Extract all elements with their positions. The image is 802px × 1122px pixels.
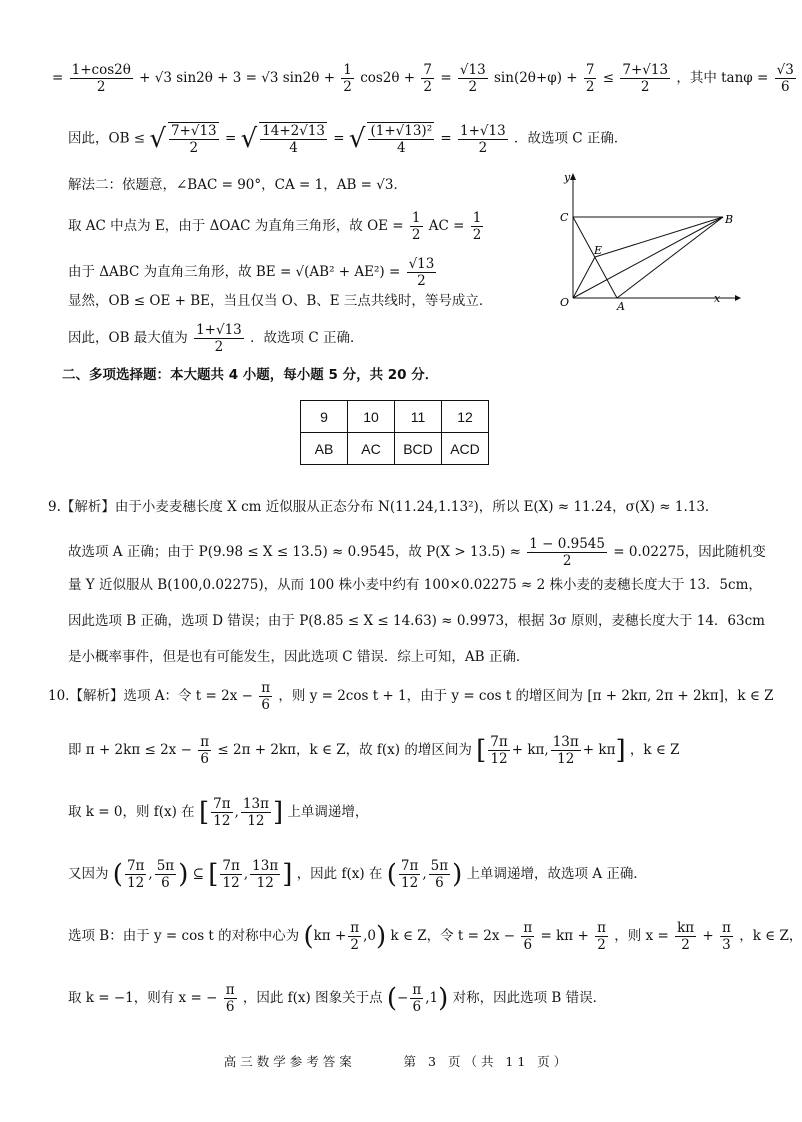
footer-title: 高三数学参考答案 bbox=[223, 1054, 356, 1069]
fraction: $\frac{13\pi}{12}$ bbox=[252, 858, 279, 891]
label-o: O bbox=[560, 296, 570, 309]
fraction: $\frac{\pi}{6}$ bbox=[200, 734, 210, 767]
label-x: x bbox=[714, 292, 721, 305]
fraction: $\frac{\pi}{6}$ bbox=[261, 680, 271, 713]
q9-line-5: 是小概率事件，但是也有可能发生，因此选项 C 错误．综上可知，AB 正确． bbox=[68, 649, 530, 665]
fraction: $\frac{√3}{6}$ bbox=[776, 62, 794, 95]
q9-line-1: 9.【解析】由于小麦麦穗长度 X cm 近似服从正态分布 N(11.24,1.13²)，所以 E(X) ≈ 11.24，σ(X) ≈ 1.13． bbox=[48, 499, 719, 515]
page-footer bbox=[0, 1052, 794, 1070]
method2-line-e2: 由于 ΔABC 为直角三角形，故 BE = √(AB² + AE²) = $\frac{√13}{2}$ bbox=[68, 256, 435, 289]
method2-line-e1: 取 AC 中点为 E，由于 ΔOAC 为直角三角形，故 OE = $\frac{1}{2}$ AC = $\frac{1}{2}$ bbox=[68, 210, 482, 243]
fraction: $\frac{7\pi}{12}$ bbox=[400, 858, 419, 891]
table-row-questions bbox=[301, 401, 489, 433]
method2-line-e4: 因此，OB 最大值为 $\frac{1+√13}{2}$ ．故选项 C 正确． bbox=[68, 322, 364, 355]
question-number: 12 bbox=[442, 401, 489, 433]
answer-cell: BCD bbox=[395, 433, 442, 465]
geometry-figure bbox=[555, 168, 745, 313]
answer-table bbox=[300, 400, 489, 465]
question-number: 10 bbox=[348, 401, 395, 433]
fraction: $\frac{7\pi}{12}$ bbox=[490, 734, 508, 767]
fraction: $\frac{1+√13}{2}$ bbox=[196, 322, 242, 355]
y-axis-arrow bbox=[570, 173, 576, 180]
footer-page-number: 第 3 页（共 11 页） bbox=[403, 1054, 571, 1069]
fraction: $\frac{\pi}{3}$ bbox=[722, 920, 731, 953]
fraction: $\frac{\pi}{6}$ bbox=[225, 982, 235, 1015]
fraction: $\frac{13\pi}{12}$ bbox=[552, 734, 579, 767]
label-a: A bbox=[617, 300, 625, 313]
question-number: 9 bbox=[301, 401, 348, 433]
answer-cell: AB bbox=[301, 433, 348, 465]
label-c: C bbox=[560, 211, 569, 224]
fraction: $\frac{√13}{2}$ bbox=[459, 62, 486, 95]
label-y: y bbox=[564, 171, 571, 184]
radical: $\frac{7+√13}{2}$ bbox=[168, 122, 219, 156]
fraction: $\frac{1}{2}$ bbox=[343, 62, 352, 95]
fraction: $\frac{\pi}{2}$ bbox=[350, 920, 360, 953]
fraction: $\frac{7+√13}{2}$ bbox=[622, 62, 669, 95]
fraction: $\frac{1}{2}$ bbox=[472, 210, 482, 243]
fraction: $\frac{5\pi}{6}$ bbox=[430, 858, 449, 891]
fraction: $\frac{5\pi}{6}$ bbox=[156, 858, 175, 891]
fraction: $\frac{\pi}{2}$ bbox=[597, 920, 606, 953]
fraction: $\frac{1+\cos 2\theta}{2}$ bbox=[71, 62, 131, 95]
q9-line-2: 故选项 A 正确；由于 P(9.98 ≤ X ≤ 13.5) ≈ 0.9545，故 P(X > 13.5) ≈ $\frac{1 - 0.9545}{2}$ = 0.02275，因此随机变 bbox=[68, 536, 766, 569]
table-row-answers bbox=[301, 433, 489, 465]
method2-line-e3: 显然，OB ≤ OE + BE，当且仅当 O、B、E 三点共线时，等号成立． bbox=[68, 293, 493, 309]
fraction: $\frac{\pi}{6}$ bbox=[412, 982, 422, 1015]
fraction: $\frac{7\pi}{12}$ bbox=[126, 858, 145, 891]
radical: $\frac{14+2√13}{4}$ bbox=[259, 122, 327, 156]
q10-line-6: 取 k = −1，则有 x = − $\frac{\pi}{6}$ ，因此 f(x) 图象关于点 (− $\frac{\pi}{6}$ ,1) 对称，因此选项 B 错误． bbox=[68, 982, 607, 1015]
fraction: $\frac{7\pi}{12}$ bbox=[222, 858, 240, 891]
q10-line-4: 又因为 ( $\frac{7\pi}{12}$ , $\frac{5\pi}{6}$ ) ⊆ [ $\frac{7\pi}{12}$ , $\frac{13\pi}{12}$ ] ，因此 f(x) 在 ( $\frac{7\pi}{12}$ , $\frac{5\pi}{6}$ ) 上单调递增，故选项 A 正确． bbox=[68, 858, 647, 891]
fraction: $\frac{7}{2}$ bbox=[423, 62, 433, 95]
q9-line-3: 量 Y 近似服从 B(100,0.02275)，从而 100 株小麦中约有 100×0.02275 ≈ 2 株小麦的麦穗长度大于 13．5cm， bbox=[68, 577, 762, 593]
question-number: 11 bbox=[395, 401, 442, 433]
fraction: $\frac{1}{2}$ bbox=[411, 210, 421, 243]
fraction: $\frac{√13}{2}$ bbox=[408, 256, 435, 289]
fraction: $\frac{13\pi}{12}$ bbox=[242, 796, 269, 829]
q10-line-2: 即 π + 2kπ ≤ 2x − $\frac{\pi}{6}$ ≤ 2π + 2kπ，k ∈ Z，故 f(x) 的增区间为 [ $\frac{7\pi}{12}$ + kπ, $\frac{13\pi}{12}$ + kπ] ，k ∈ Z bbox=[68, 734, 680, 767]
section-heading: 二、多项选择题：本大题共 4 小题，每小题 5 分，共 20 分． bbox=[62, 367, 439, 383]
method2-title: 解法二：依题意，∠BAC = 90°，CA = 1，AB = √3． bbox=[68, 177, 407, 193]
fraction: $\frac{\pi}{6}$ bbox=[523, 920, 533, 953]
x-axis-arrow bbox=[735, 295, 741, 301]
equation-line-1: = $\frac{1+\cos 2\theta}{2}$ + √3 sin2θ + 3 = √3 sin2θ + $\frac{1}{2}$ cos2θ + $\frac{7}{2}$ = $\frac{√13}{2}$ sin(2θ+φ) + $\frac{7}{2}$ ≤ $\frac{7+√13}{2}$ ，其中 tanφ = $\frac{√3}{6}$ bbox=[52, 62, 794, 95]
fraction: $\frac{k\pi}{2}$ bbox=[677, 920, 695, 953]
q9-line-4: 因此选项 B 正确，选项 D 错误；由于 P(8.85 ≤ X ≤ 14.63) ≈ 0.9973，根据 3σ 原则，麦穗长度大于 14．63cm bbox=[68, 613, 765, 629]
segment-ab bbox=[617, 217, 723, 298]
answer-cell: AC bbox=[348, 433, 395, 465]
q10-line-3: 取 k = 0，则 f(x) 在 [ $\frac{7\pi}{12}$ , $\frac{13\pi}{12}$ ] 上单调递增， bbox=[68, 796, 369, 829]
fraction: $\frac{7\pi}{12}$ bbox=[213, 796, 231, 829]
label-e: E bbox=[594, 244, 603, 257]
fraction: $\frac{1 - 0.9545}{2}$ bbox=[529, 536, 605, 569]
label-b: B bbox=[725, 213, 734, 226]
fraction: $\frac{1+√13}{2}$ bbox=[460, 122, 506, 156]
radical: $\frac{\text{(1+√13)²}}{4}$ bbox=[367, 122, 434, 156]
answer-cell: ACD bbox=[442, 433, 489, 465]
q10-line-1: 10.【解析】选项 A：令 t = 2x − $\frac{\pi}{6}$ ，则 y = 2cos t + 1，由于 y = cos t 的增区间为 [π + 2kπ, 2π + 2kπ]，k ∈ Z bbox=[48, 680, 774, 713]
q10-line-5: 选项 B：由于 y = cos t 的对称中心为 (kπ + $\frac{\pi}{2}$ ,0) k ∈ Z，令 t = 2x − $\frac{\pi}{6}$ = kπ + $\frac{\pi}{2}$ ，则 x = $\frac{k\pi}{2}$ + $\frac{\pi}{3}$ ，k ∈ Z， bbox=[68, 920, 802, 953]
fraction: $\frac{7}{2}$ bbox=[585, 62, 595, 95]
equation-line-2: 因此，OB ≤ √ $\frac{7+√13}{2}$ = √ $\frac{14+2√13}{4}$ = √ $\frac{\text{(1+√13)²}}{4}$ = $\frac{1+√13}{2}$ ．故选项 C 正确． bbox=[68, 122, 628, 156]
